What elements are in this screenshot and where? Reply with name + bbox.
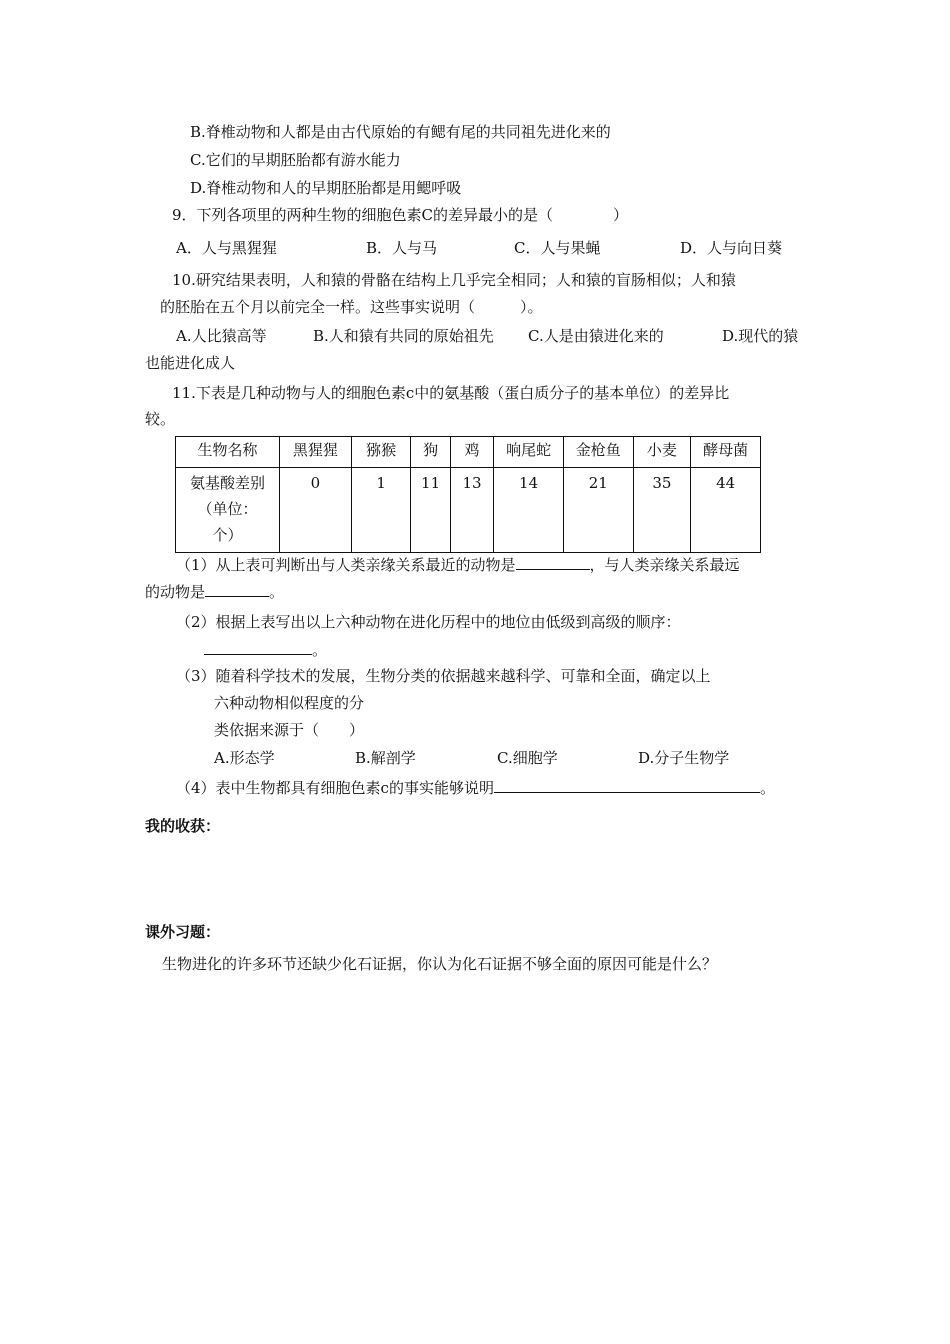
q11-sub1-line2 [145, 582, 284, 602]
q11-stem-line1: 11.下表是几种动物与人的细胞色素c中的氨基酸（蛋白质分子的基本单位）的差异比 [172, 384, 730, 402]
cytochrome-c-comparison-table [175, 436, 761, 553]
q8-option-c: C.它们的早期胚胎都有游水能力 [190, 151, 401, 169]
table-row-label [176, 468, 280, 553]
table-organism-cell: 响尾蛇 [494, 437, 564, 468]
table-organism-cell: 金枪鱼 [563, 437, 633, 468]
table-row-label-line: （单位： [197, 500, 258, 518]
q11-sub1-blank-nearest[interactable] [516, 555, 590, 570]
extra-heading: 课外习题： [145, 923, 221, 941]
table-organism-cell: 狗 [411, 437, 450, 468]
table-organism-cell: 黑猩猩 [280, 437, 352, 468]
q11-sub3-option-a: A.形态学 [214, 749, 275, 767]
q11-sub2-text: （2）根据上表写出以上六种动物在进化历程中的地位由低级到高级的顺序： [176, 613, 681, 631]
extra-question: 生物进化的许多环节还缺少化石证据，你认为化石证据不够全面的原因可能是什么？ [162, 955, 718, 973]
q8-option-b: B.脊椎动物和人都是由古代原始的有鳃有尾的共同祖先进化来的 [190, 123, 611, 141]
q11-sub1-text-end: 的动物是 [145, 583, 206, 601]
q9-option-b: B．人与马 [366, 239, 438, 257]
q10-stem-line1: 10.研究结果表明，人和猿的骨骼在结构上几乎完全相同；人和猿的盲肠相似；人和猿 [172, 271, 736, 289]
q10-option-a: A.人比猿高等 [176, 327, 267, 345]
table-header-label: 生物名称 [176, 437, 280, 468]
q8-option-d: D.脊椎动物和人的早期胚胎都是用鳃呼吸 [190, 179, 462, 197]
table-value-cell: 13 [450, 468, 493, 553]
q11-stem-line2: 较。 [145, 410, 176, 428]
q11-sub3-line2: 六种动物相似程度的分 [214, 694, 365, 712]
table-value-cell: 0 [280, 468, 352, 553]
q10-option-b: B.人和猿有共同的原始祖先 [313, 327, 494, 345]
q11-sub3-option-d: D.分子生物学 [638, 749, 730, 767]
q11-sub1-text: （1）从上表可判断出与人类亲缘关系最近的动物是 [176, 556, 516, 574]
q11-sub4-line [176, 778, 775, 798]
q10-option-d-cont: 也能进化成人 [145, 354, 236, 372]
table-organism-cell: 猕猴 [351, 437, 411, 468]
q9-option-d: D．人与向日葵 [680, 239, 783, 257]
q10-option-c: C.人是由猿进化来的 [528, 327, 664, 345]
q11-sub3-line3: 类依据来源于（ ） [214, 721, 365, 739]
table-row-label-line: 个） [212, 526, 243, 544]
q11-sub2-blank[interactable] [204, 640, 312, 655]
q11-sub3-option-c: C.细胞学 [497, 749, 558, 767]
q9-option-a: A．人与黑猩猩 [176, 239, 277, 257]
table-value-cell: 35 [633, 468, 691, 553]
q11-sub2-period: 。 [312, 641, 328, 659]
q11-sub2-answer-line [204, 640, 327, 660]
q11-sub1-line1 [176, 555, 740, 575]
table-value-row [176, 468, 761, 553]
table-organism-cell: 小麦 [633, 437, 691, 468]
q11-sub3-line1: （3）随着科学技术的发展，生物分类的依据越来越科学、可靠和全面，确定以上 [176, 667, 711, 685]
q11-sub4-blank[interactable] [494, 778, 760, 793]
table-value-cell: 1 [351, 468, 411, 553]
q11-sub4-period: 。 [759, 779, 775, 797]
q11-sub1-text-cont: ，与人类亲缘关系最远 [589, 556, 740, 574]
table-row-label-line: 氨基酸差别 [190, 474, 266, 492]
q11-sub3-option-b: B.解剖学 [355, 749, 416, 767]
q11-sub1-blank-farthest[interactable] [205, 582, 269, 597]
table-value-cell: 11 [411, 468, 450, 553]
table-organism-cell: 鸡 [450, 437, 493, 468]
harvest-heading: 我的收获： [145, 817, 221, 835]
q9-option-c: C．人与果蝇 [514, 239, 601, 257]
q10-option-d: D.现代的猿 [722, 327, 799, 345]
table-value-cell: 14 [494, 468, 564, 553]
table-header-row [176, 437, 761, 468]
table-organism-cell: 酵母菌 [691, 437, 761, 468]
table-value-cell: 44 [691, 468, 761, 553]
q11-sub4-text: （4）表中生物都具有细胞色素c的事实能够说明 [176, 779, 494, 797]
q9-stem: 9．下列各项里的两种生物的细胞色素C的差异最小的是（ ） [172, 206, 629, 224]
q10-stem-line2: 的胚胎在五个月以前完全一样。这些事实说明（ ）。 [160, 298, 543, 316]
table-value-cell: 21 [563, 468, 633, 553]
q11-sub1-period: 。 [269, 583, 285, 601]
